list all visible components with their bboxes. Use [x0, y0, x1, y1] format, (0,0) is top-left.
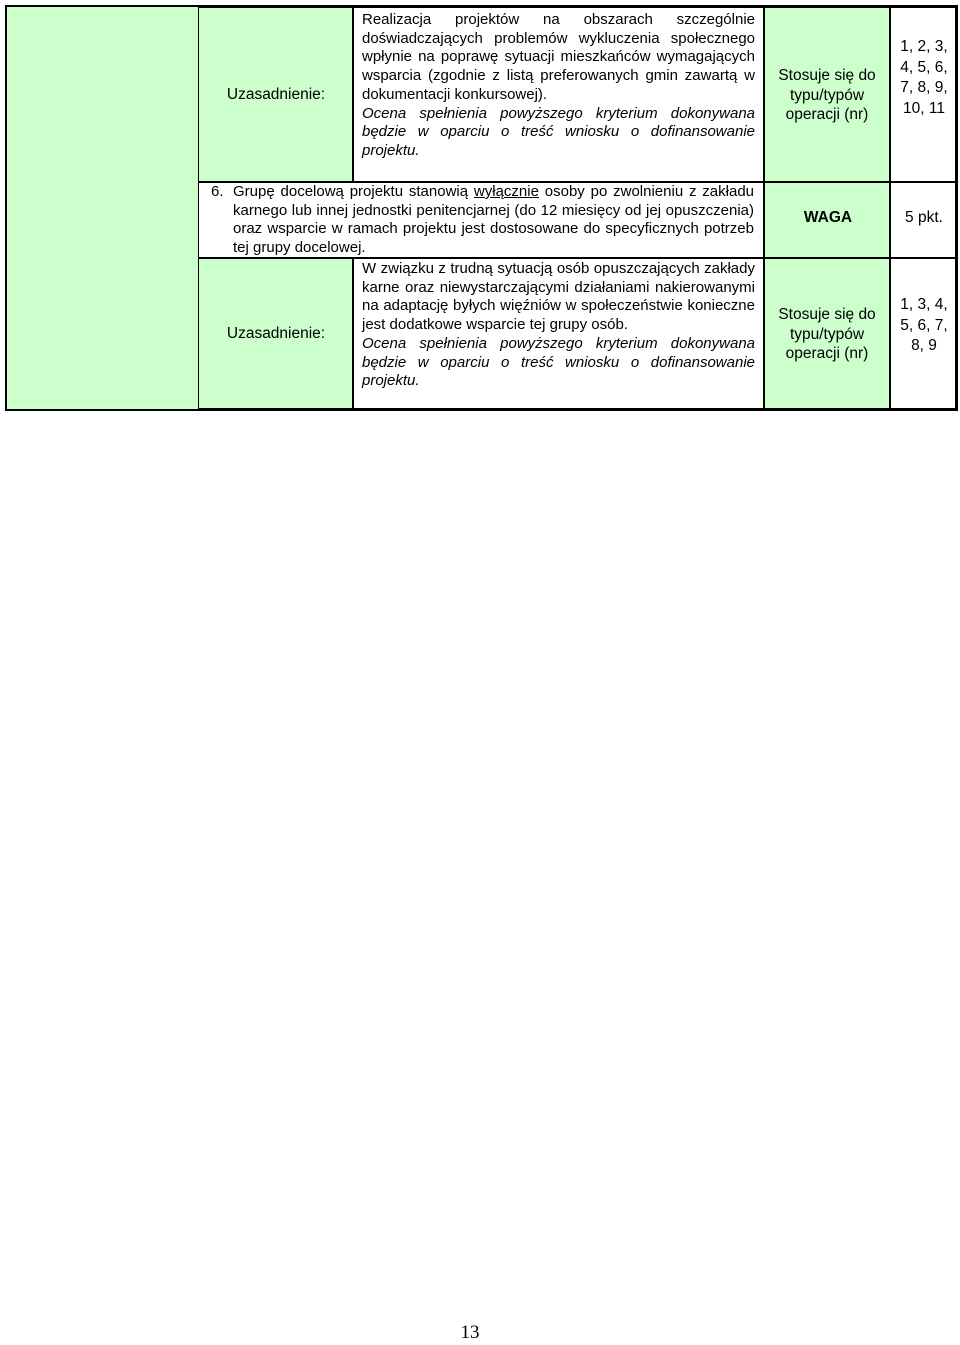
weight-label: WAGA [803, 209, 853, 226]
weight-value-cell [890, 182, 956, 258]
operation-types-value: 1, 3, 4, 5, 6, 7, 8, 9 [900, 296, 948, 354]
justification-label: Uzasadnienie: [226, 325, 326, 342]
applies-to-operations-label: Stosuje się do typu/typów operacji (nr) [778, 67, 876, 123]
justification-label: Uzasadnienie: [226, 86, 326, 103]
applies-label-cell-2 [764, 258, 890, 409]
assessment-note: Ocena spełnienia powyższego kryterium dokonywana będzie w oparciu o treść wniosku o dofinansowanie projektu. [362, 104, 755, 159]
applies-value-cell-2 [890, 258, 956, 409]
criterion-6-cell [199, 182, 764, 258]
left-strip [7, 7, 199, 409]
applies-label-cell-1 [764, 7, 890, 182]
operation-types-value: 1, 2, 3, 4, 5, 6, 7, 8, 9, 10, 11 [900, 38, 948, 117]
weight-label-cell [764, 182, 890, 258]
page-number: 13 [460, 1322, 480, 1343]
justification-text-cell-2 [353, 258, 764, 409]
justification-text: W związku z trudną sytuacją osób opuszczających zakłady karne oraz niewystarczającymi działaniami nakierowanymi na adaptację byłych więźniów w społeczeństwie konieczne jest dodatkowe wsparcie tej grupy osób. [362, 260, 755, 334]
applies-value-cell-1 [890, 7, 956, 182]
criterion-number: 6. [211, 183, 224, 200]
justification-label-cell-2 [199, 258, 353, 409]
applies-to-operations-label: Stosuje się do typu/typów operacji (nr) [778, 306, 876, 362]
criterion-text-start: Grupę docelową projektu stanowią [233, 183, 469, 200]
justification-text: Realizacja projektów na obszarach szczególnie doświadczających problemów wykluczenia społecznego wpłynie na poprawę sytuacji mieszkańców wymagających wsparcia (zgodnie z listą preferowanych gmin zawartą w dokumentacji konkursowej). [362, 11, 755, 103]
criterion-text-underlined: wyłącznie [473, 183, 539, 200]
weight-value: 5 pkt. [905, 209, 943, 226]
assessment-note: Ocena spełnienia powyższego kryterium dokonywana będzie w oparciu o treść wniosku o dofinansowanie projektu. [362, 334, 755, 390]
justification-text-cell-1 [353, 7, 764, 182]
criterion-text-end: osoby po zwolnieniu z zakładu karnego lub innej jednostki penitencjarnej (do 12 miesięcy od jej opuszczenia) oraz wsparcie w ramach projektu jest dostosowane do specyficznych potrzeb tej grupy docelowej. [233, 183, 755, 257]
criterion-6-text [211, 183, 755, 258]
justification-label-cell-1 [199, 7, 353, 182]
